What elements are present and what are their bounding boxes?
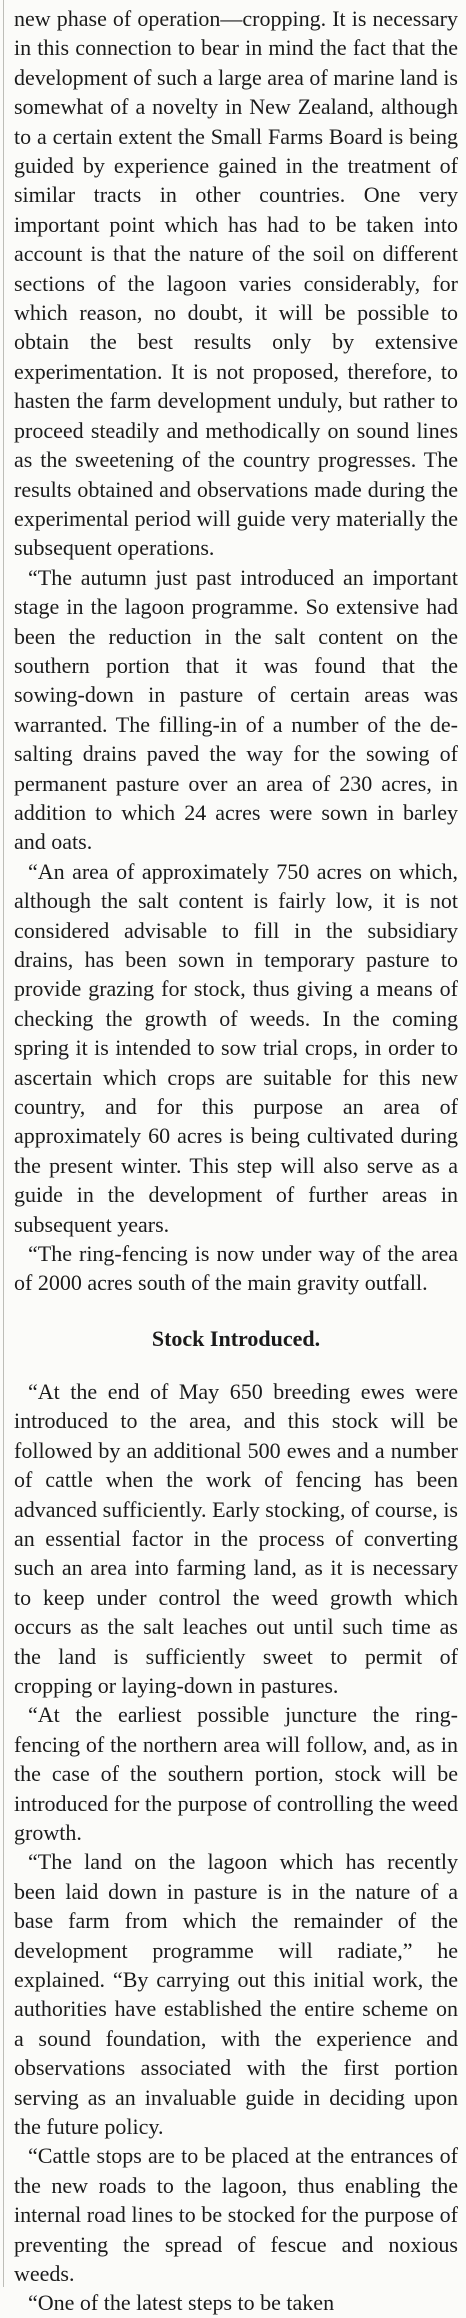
paragraph-cropping-phase: new phase of operation—cropping. It is necessary in this connection to bear in mind the fact that the development of such a large area of marine land is somewhat of a novelty in New Zealand, although to a certain extent the Small Farms Board is being guided by experience gained in the treatment of similar tracts in other countries. One very important point which has had to be taken into account is that the nature of the soil on different sections of the lagoon varies considerably, for which reason, no doubt, it will be possible to obtain the best results only by extensive experimentation. It is not proposed, therefore, to hasten the farm development unduly, but rather to proceed steadily and methodically on sound lines as the sweetening of the country progresses. The results obtained and observations made during the experimental period will guide very materially the subsequent operations. [14,6,458,561]
paragraph-temporary-pasture: “An area of approximately 750 acres on which, although the salt content is fairly low, it is not considered advisable to fill in the subsidiary drains, has been sown in temporary pasture to provide grazing for stock, thus giving a means of checking the growth of weeds. In the coming spring it is intended to sow trial crops, in order to ascertain which crops are suitable for this new country, and for this purpose an area of approximately 60 acres is being cultivated during the present winter. This step will also serve as a guide in the development of further areas in subsequent years. [14,858,458,1237]
paragraph-base-farm: “The land on the lagoon which has recently been laid down in pasture is in the nature of a base farm from which the remainder of the development programme will radiate,” he explained. “By carrying out this initial work, the authorities have established the entire scheme on a sound foundation, with the experience and observations associated with the first portion serving as an invaluable guide in deciding upon the future policy. [14,1849,458,2140]
column-edge-rule [3,0,4,2287]
subheading: Stock Introduced. [151,1325,321,1351]
paragraph-latest-steps: “One of the latest steps to be taken [28,2290,335,2316]
paragraph-northern-area: “At the earliest possible juncture the ring-fencing of the northern area will follow, and, as in the case of the southern portion, stock will be introduced for the purpose of controlling the weed growth. [14,1702,458,1845]
paragraph-ring-fencing: “The ring-fencing is now under way of the area of 2000 acres south of the main gravity outfall. [14,1241,458,1296]
paragraph-cattle-stops: “Cattle stops are to be placed at the entrances of the new roads to the lagoon, thus enabling the internal road lines to be stocked for the purpose of preventing the spread of fescue and noxious weeds. [14,2143,458,2287]
paragraph-breeding-ewes: “At the end of May 650 breeding ewes were introduced to the area, and this stock will be followed by an additional 500 ewes and a number of cattle when the work of fencing has been advanced sufficiently. Early stocking, of course, is an essential factor in the process of converting such an area into farming land, as it is necessary to keep under control the weed growth which occurs as the salt leaches out until such time as the land is sufficiently sweet to permit of cropping or laying-down in pastures. [14,1378,458,1698]
paragraph-autumn-programme: “The autumn just past introduced an important stage in the lagoon programme. So extensive had been the reduction in the salt content on the southern portion that it was found that the sowing-down in pasture of certain areas was warranted. The filling-in of a number of the de-salting drains paved the way for the sowing of permanent pasture over an area of 230 acres, in addition to which 24 acres were sown in barley and oats. [14,564,458,855]
